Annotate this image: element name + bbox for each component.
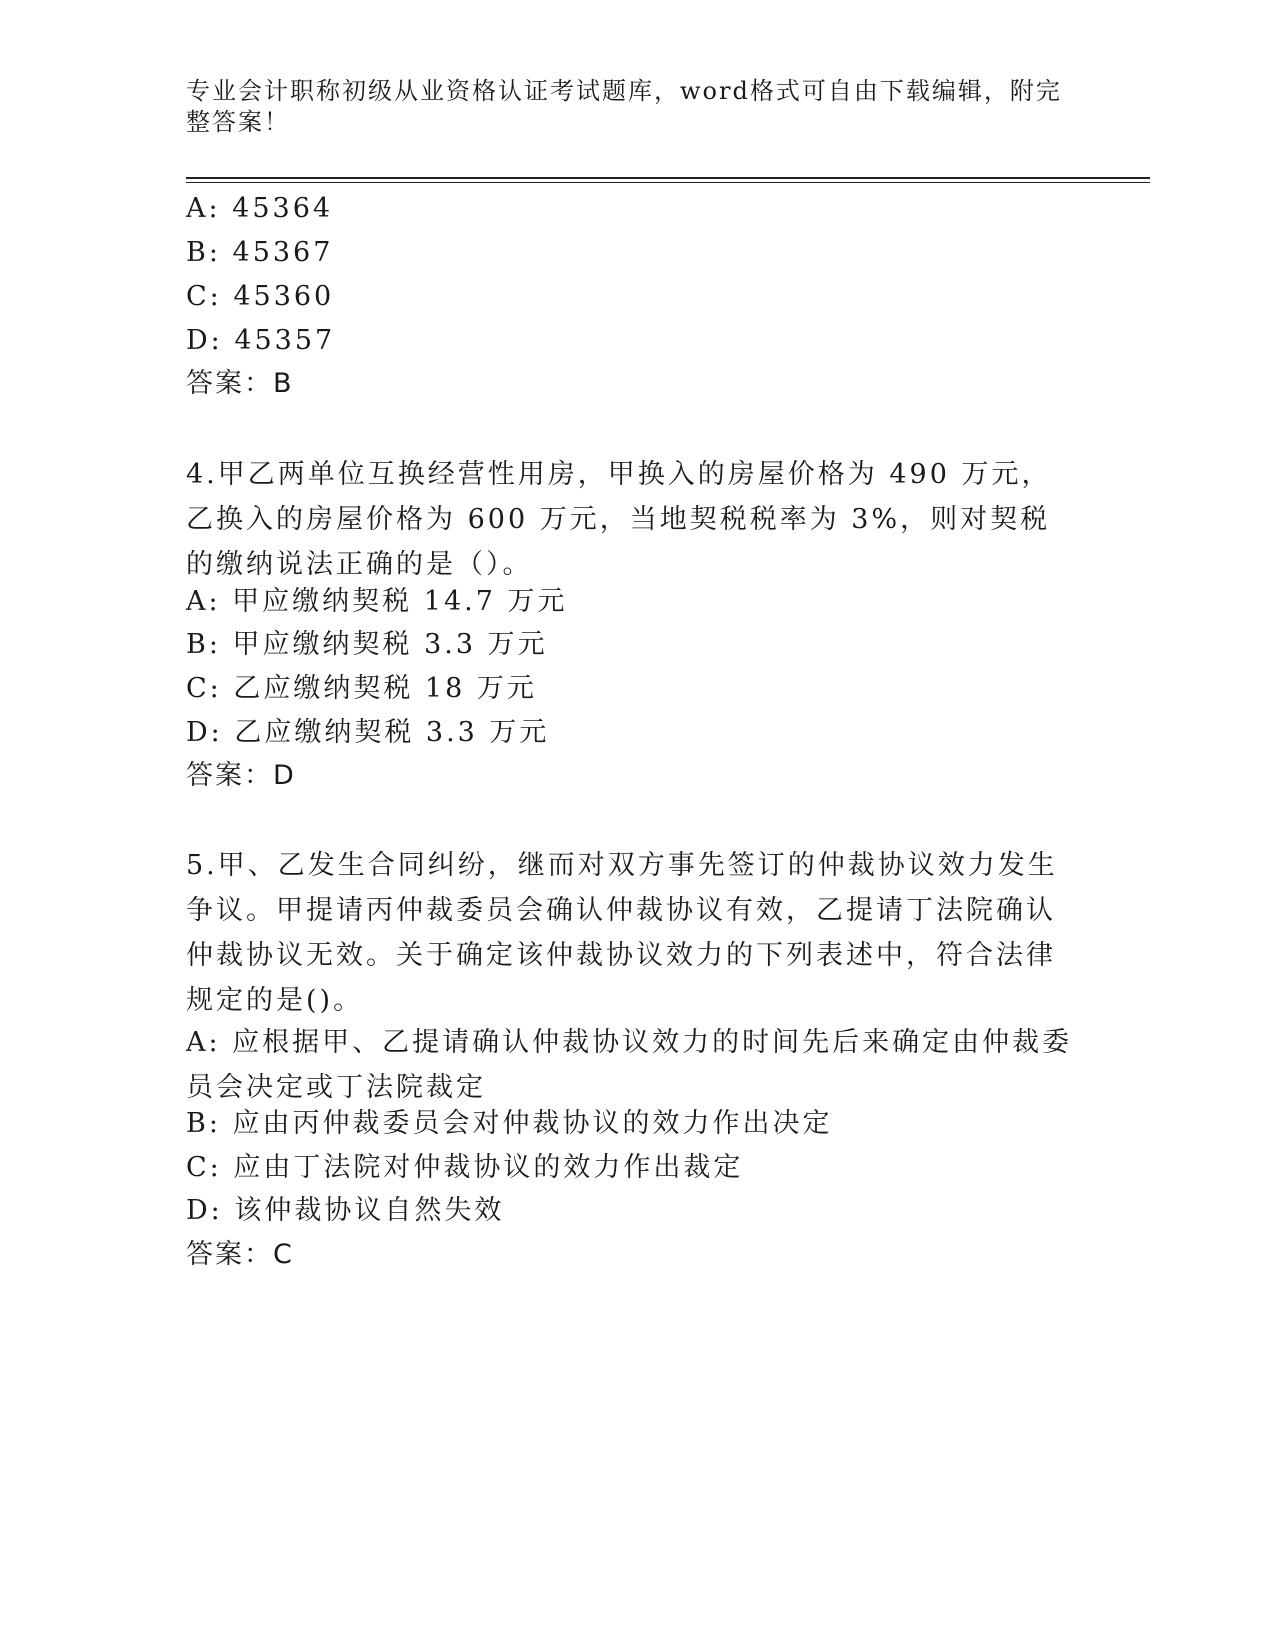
q3-option-b: B: 45367 — [186, 237, 334, 268]
q4-option-a: A: 甲应缴纳契税 14.7 万元 — [186, 586, 568, 617]
q5-option-b: B: 应由丙仲裁委员会对仲裁协议的效力作出决定 — [186, 1108, 833, 1139]
header-rule-thick — [186, 177, 1150, 179]
q3-answer: 答案：B — [186, 368, 294, 399]
q4-answer: 答案：D — [186, 760, 296, 791]
q5-stem: 5.甲、乙发生合同纠纷，继而对双方事先签订的仲裁协议效力发生争议。甲提请丙仲裁委员会确认仲裁协议有效，乙提请丁法院确认仲裁协议无效。关于确定该仲裁协议效力的下列表述中，符合法律规定的是()。 — [186, 850, 1058, 1016]
q3-option-d: D: 45357 — [186, 325, 336, 356]
header-rule-thin — [186, 182, 1150, 183]
q4-option-b: B: 甲应缴纳契税 3.3 万元 — [186, 629, 548, 660]
q4-option-d: D: 乙应缴纳契税 3.3 万元 — [186, 717, 550, 748]
q5-option-d: D: 该仲裁协议自然失效 — [186, 1195, 505, 1226]
q3-option-c: C: 45360 — [186, 281, 335, 312]
q4-stem: 4.甲乙两单位互换经营性用房，甲换入的房屋价格为 490 万元，乙换入的房屋价格为 600 万元，当地契税税率为 3%，则对契税的缴纳说法正确的是（）。 — [186, 459, 1052, 580]
q4-option-c: C: 乙应缴纳契税 18 万元 — [186, 673, 537, 704]
q5-option-c: C: 应由丁法院对仲裁协议的效力作出裁定 — [186, 1152, 744, 1183]
q3-option-a: A: 45364 — [186, 193, 334, 224]
q5-option-a: A: 应根据甲、乙提请确认仲裁协议效力的时间先后来确定由仲裁委员会决定或丁法院裁定 — [186, 1027, 1073, 1103]
q5-answer: 答案：C — [186, 1239, 294, 1270]
document-header: 专业会计职称初级从业资格认证考试题库，word格式可自由下载编辑，附完整答案！ — [186, 77, 1062, 136]
